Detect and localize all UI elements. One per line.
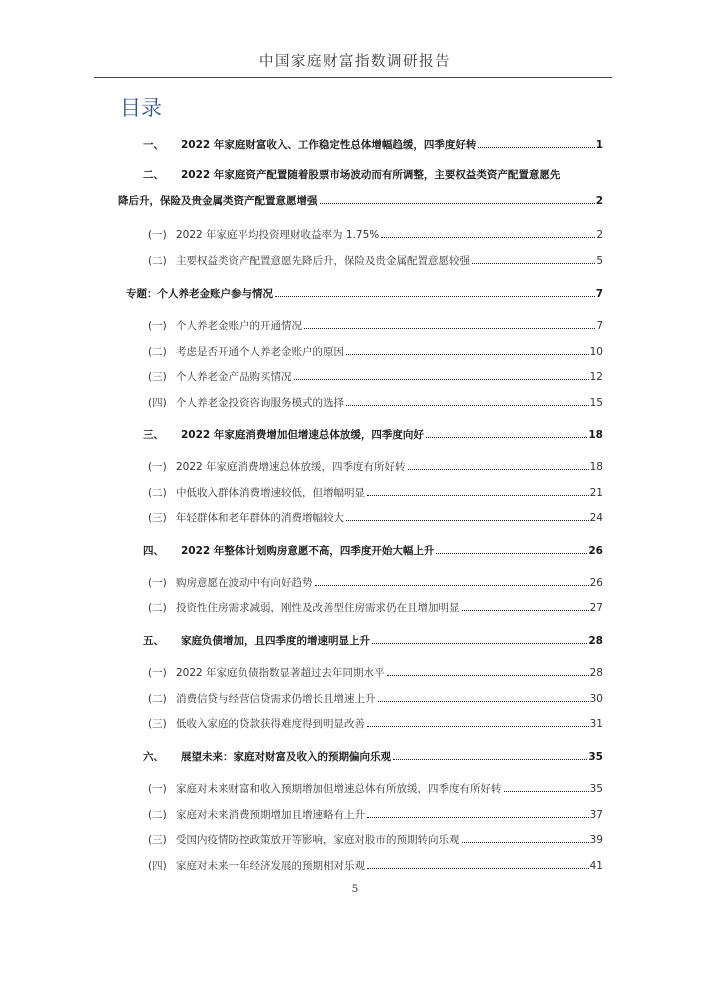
- toc-entry-page: 26: [589, 577, 603, 589]
- toc-entry-page: 18: [589, 461, 603, 473]
- toc-entry-special[interactable]: [126, 287, 603, 301]
- toc-entry-number: (三): [148, 834, 167, 846]
- toc-entry-page: 12: [589, 371, 603, 383]
- toc-entry-number: (三): [148, 371, 167, 383]
- toc-entry-page: 27: [589, 602, 603, 614]
- toc-entry-title: 低收入家庭的贷款获得难度得到明显改善: [176, 718, 365, 730]
- toc-entry-page: 2: [596, 229, 603, 241]
- toc-entry-3-2[interactable]: [148, 486, 603, 500]
- dot-leader: [367, 816, 589, 818]
- toc-entry-number: (二): [148, 255, 167, 267]
- toc-entry-number: (一): [148, 461, 167, 473]
- toc-entry-number: (二): [148, 693, 167, 705]
- toc-entry-3-1[interactable]: [148, 460, 603, 474]
- dot-leader: [294, 378, 589, 380]
- toc-entry-title: 考虑是否开通个人养老金账户的原因: [176, 346, 344, 358]
- toc-entry-page: 28: [589, 667, 603, 679]
- toc-entry-special-3[interactable]: [148, 370, 603, 384]
- toc-entry-2-1[interactable]: [148, 228, 603, 242]
- toc-entry-page: 24: [589, 512, 603, 524]
- toc-entry-number: 一、: [143, 139, 164, 151]
- toc-entry-page: 2: [595, 195, 603, 207]
- toc-entry-page: 30: [589, 693, 603, 705]
- dot-leader: [378, 700, 589, 702]
- toc-entry-3[interactable]: [126, 428, 603, 442]
- toc-entry-page: 41: [589, 860, 603, 872]
- toc-entry-page: 26: [588, 545, 603, 557]
- toc-entry-number: 四、: [143, 545, 164, 557]
- toc-entry-page: 21: [589, 487, 603, 499]
- toc-entry-6-4[interactable]: [148, 859, 603, 873]
- toc-entry-page: 15: [589, 397, 603, 409]
- toc-entry-title: 家庭负债增加，且四季度的增速明显上升: [181, 635, 370, 647]
- toc-entry-special-2[interactable]: [148, 345, 603, 359]
- toc-entry-6-2[interactable]: [148, 808, 603, 822]
- dot-leader: [367, 725, 589, 727]
- dot-leader: [315, 584, 589, 586]
- dot-leader: [275, 295, 595, 297]
- toc-entry-3-3[interactable]: [148, 511, 603, 525]
- dot-leader: [346, 519, 589, 521]
- toc-entry-title: 消费信贷与经营信贷需求仍增长且增速上升: [176, 693, 376, 705]
- toc-entry-title: 2022 年家庭平均投资理财收益率为 1.75%: [176, 229, 380, 241]
- toc-entry-page: 1: [595, 139, 603, 151]
- toc-entry-title: 个人养老金投资咨询服务模式的选择: [176, 397, 344, 409]
- toc-entry-number: (一): [148, 667, 167, 679]
- toc-entry-number: 二、: [143, 169, 164, 181]
- dot-leader: [346, 404, 589, 406]
- toc-entry-title: 2022 年家庭消费增加但增速总体放缓，四季度向好: [181, 429, 424, 441]
- toc-entry-title: 专题：个人养老金账户参与情况: [126, 288, 273, 300]
- toc-entry-number: (一): [148, 320, 167, 332]
- toc-heading: 目录: [120, 96, 162, 120]
- toc-entry-title: 2022 年家庭财富收入、工作稳定性总体增幅趋缓，四季度好转: [181, 139, 477, 151]
- toc-entry-title: 2022 年家庭负债指数显著超过去年同期水平: [176, 667, 385, 679]
- dot-leader: [472, 262, 595, 264]
- dot-leader: [462, 609, 589, 611]
- toc-entry-2-2[interactable]: [148, 254, 603, 268]
- toc-entry-title: 家庭对未来财富和收入预期增加但增速总体有所放缓，四季度有所好转: [176, 783, 502, 795]
- toc-entry-page: 37: [589, 809, 603, 821]
- dot-leader: [372, 642, 587, 644]
- dot-leader: [367, 494, 589, 496]
- toc-entry-4-1[interactable]: [148, 576, 603, 590]
- toc-entry-special-1[interactable]: [148, 319, 603, 333]
- toc-entry-title-cont: 降后升，保险及贵金属类资产配置意愿增强: [118, 195, 318, 207]
- toc-entry-number: (一): [148, 577, 167, 589]
- toc-entry-4[interactable]: [126, 544, 603, 558]
- toc-entry-page: 7: [595, 288, 603, 300]
- dot-leader: [478, 146, 594, 148]
- page-number: 5: [351, 883, 359, 895]
- dot-leader: [304, 327, 595, 329]
- toc-entry-5[interactable]: [126, 634, 603, 648]
- toc-entry-title: 受国内疫情防控政策放开等影响，家庭对股市的预期转向乐观: [176, 834, 460, 846]
- toc-entry-4-2[interactable]: [148, 601, 603, 615]
- dot-leader: [381, 236, 595, 238]
- toc-entry-special-4[interactable]: [148, 396, 603, 410]
- toc-entry-title: 个人养老金账户的开通情况: [176, 320, 302, 332]
- toc-entry-title: 2022 年整体计划购房意愿不高，四季度开始大幅上升: [181, 545, 435, 557]
- toc-entry-title: 购房意愿在波动中有向好趋势: [176, 577, 313, 589]
- toc-entry-number: (二): [148, 602, 167, 614]
- toc-entry-title: 投资性住房需求减弱，刚性及改善型住房需求仍在且增加明显: [176, 602, 460, 614]
- dot-leader: [320, 202, 595, 204]
- header-rule: [94, 77, 612, 78]
- toc-entry-number: 三、: [143, 429, 164, 441]
- toc-entry-page: 7: [596, 320, 603, 332]
- running-header: 中国家庭财富指数调研报告: [259, 54, 451, 70]
- toc-entry-number: 五、: [143, 635, 164, 647]
- toc-entry-title: 家庭对未来一年经济发展的预期相对乐观: [176, 860, 365, 872]
- toc-entry-number: (四): [148, 860, 167, 872]
- dot-leader: [367, 867, 589, 869]
- toc-entry-title: 家庭对未来消费预期增加且增速略有上升: [176, 809, 365, 821]
- dot-leader: [393, 758, 587, 760]
- toc-entry-number: (三): [148, 718, 167, 730]
- toc-entry-title: 2022 年家庭消费增速总体放缓，四季度有所好转: [176, 461, 406, 473]
- toc-entry-title: 2022 年家庭资产配置随着股票市场波动而有所调整，主要权益类资产配置意愿先: [181, 169, 561, 181]
- dot-leader: [346, 353, 589, 355]
- toc-entry-page: 35: [588, 751, 603, 763]
- toc-entry-page: 5: [596, 255, 603, 267]
- toc-entry-title: 年轻群体和老年群体的消费增幅较大: [176, 512, 344, 524]
- toc-entry-number: 六、: [143, 751, 164, 763]
- toc-entry-number: (四): [148, 397, 167, 409]
- toc-entry-number: (二): [148, 487, 167, 499]
- dot-leader: [504, 790, 589, 792]
- toc-entry-title: 主要权益类资产配置意愿先降后升，保险及贵金属配置意愿较强: [176, 255, 470, 267]
- toc-entry-page: 28: [588, 635, 603, 647]
- dot-leader: [426, 436, 587, 438]
- dot-leader: [408, 468, 589, 470]
- toc-entry-2[interactable]: [118, 168, 603, 208]
- toc-entry-page: 31: [589, 718, 603, 730]
- toc-entry-page: 35: [589, 783, 603, 795]
- toc-entry-number: (三): [148, 512, 167, 524]
- toc-entry-6[interactable]: [126, 750, 603, 764]
- toc-entry-title: 展望未来：家庭对财富及收入的预期偏向乐观: [181, 751, 391, 763]
- toc-entry-page: 10: [589, 346, 603, 358]
- toc-entry-number: (二): [148, 809, 167, 821]
- toc-entry-number: (一): [148, 229, 167, 241]
- toc-entry-5-2[interactable]: [148, 692, 603, 706]
- toc-entry-page: 18: [588, 429, 603, 441]
- toc-entry-title: 个人养老金产品购买情况: [176, 371, 292, 383]
- toc-entry-1[interactable]: [126, 138, 603, 152]
- dot-leader: [387, 674, 589, 676]
- toc-entry-5-1[interactable]: [148, 666, 603, 680]
- toc-entry-number: (一): [148, 783, 167, 795]
- toc-entry-number: (二): [148, 346, 167, 358]
- toc-entry-page: 39: [589, 834, 603, 846]
- toc-entry-title: 中低收入群体消费增速较低，但增幅明显: [176, 487, 365, 499]
- dot-leader: [436, 552, 587, 554]
- toc-entry-6-1[interactable]: [148, 782, 603, 796]
- dot-leader: [462, 841, 589, 843]
- toc-entry-5-3[interactable]: [148, 717, 603, 731]
- toc-entry-6-3[interactable]: [148, 833, 603, 847]
